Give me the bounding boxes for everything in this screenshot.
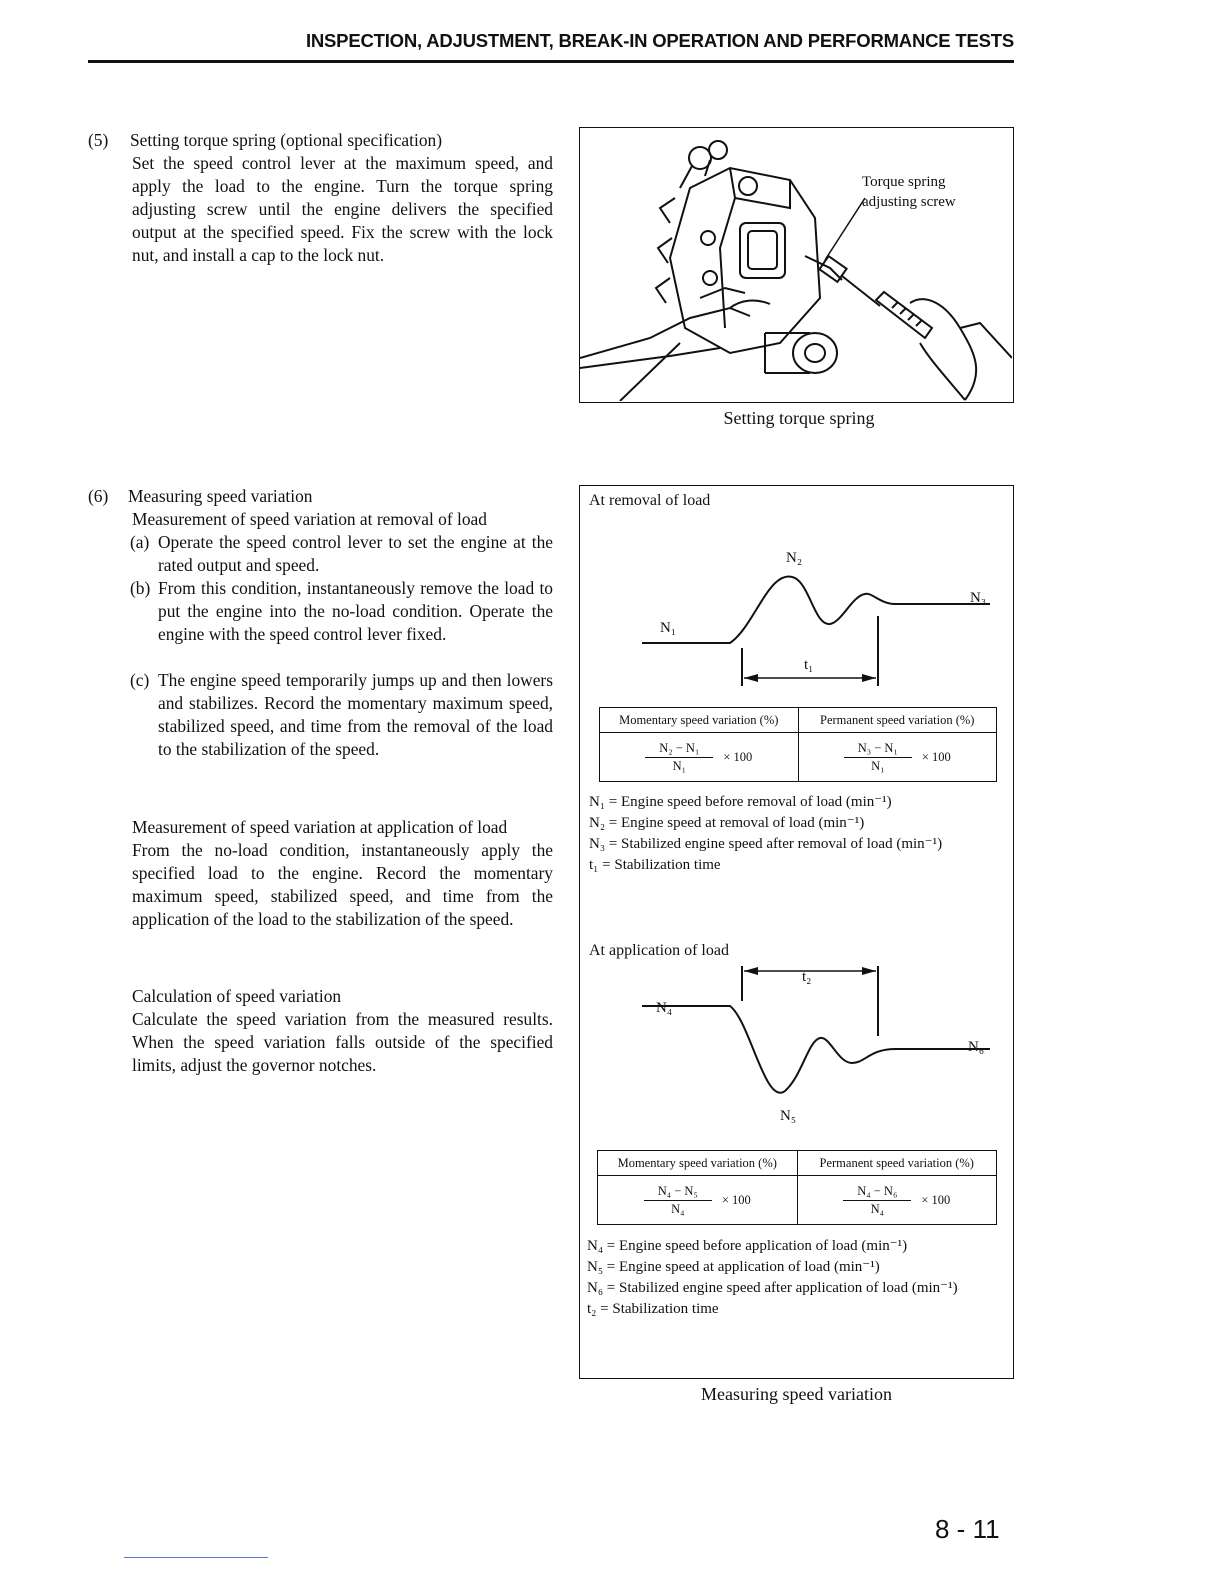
calc-heading: Calculation of speed variation	[132, 986, 342, 1006]
formula-numerator: N₄ − N₆	[843, 1184, 911, 1201]
formula-numerator: N₄ − N₅	[644, 1184, 712, 1201]
section5-number: (5)	[88, 130, 109, 150]
speed-variation-caption: Measuring speed variation	[701, 1384, 892, 1404]
section6-number: (6)	[88, 486, 109, 506]
removal-heading: Measurement of speed variation at removal of load	[132, 509, 487, 529]
momentary-header: Momentary speed variation (%)	[600, 708, 799, 733]
legend-n5: N₅ = Engine speed at application of load (min⁻¹)	[587, 1259, 880, 1275]
legend-n3: N₃ = Stabilized engine speed after removal of load (min⁻¹)	[589, 836, 943, 852]
removal-legend	[589, 792, 942, 876]
page-header: INSPECTION, ADJUSTMENT, BREAK-IN OPERATION AND PERFORMANCE TESTS	[305, 30, 1014, 51]
footer-line	[124, 1557, 268, 1558]
permanent-formula	[797, 1176, 997, 1225]
legend-n1: N₁ = Engine speed before removal of load (min⁻¹)	[589, 794, 892, 810]
fuel-pump-illustration	[580, 128, 1012, 401]
formula-denominator: N₁	[871, 758, 885, 773]
formula-multiplier: × 100	[721, 1192, 751, 1207]
torque-spring-callout	[862, 172, 956, 212]
step-a-mark: (a)	[130, 532, 150, 552]
speed-variation-figure	[579, 485, 1014, 1379]
section5-body: Set the speed control lever at the maximum speed, and apply the load to the engine. Turn the torque spring adjusting screw until the engine delivers the specified output at the specified speed. Fix the screw with the lock nut, and install a cap to the lock nut.	[132, 153, 553, 265]
legend-t2: t₂ = Stabilization time	[587, 1301, 719, 1317]
legend-t1: t₁ = Stabilization time	[589, 857, 721, 873]
page-number: 8 - 11	[935, 1514, 1000, 1544]
legend-n2: N₂ = Engine speed at removal of load (min⁻¹)	[589, 815, 865, 831]
formula-denominator: N₄	[671, 1201, 685, 1216]
step-a-text: Operate the speed control lever to set the engine at the rated output and speed.	[158, 532, 553, 575]
label-n2: N₂	[786, 550, 803, 566]
momentary-formula	[598, 1176, 798, 1225]
label-n4: N₄	[656, 1000, 673, 1016]
formula-denominator: N₄	[870, 1201, 884, 1216]
application-body: From the no-load condition, instantaneously apply the specified load to the engine. Record the momentary maximum speed, stabilized speed, and time from the application of the load to the stabilization of the speed.	[132, 840, 553, 929]
step-c-mark: (c)	[130, 670, 150, 690]
formula-multiplier: × 100	[723, 749, 753, 764]
step-c-text: The engine speed temporarily jumps up and then lowers and stabilizes. Record the momentary maximum speed, stabilized speed, and time from the removal of the load to the stabilization of the speed.	[158, 670, 553, 759]
legend-n6: N₆ = Stabilized engine speed after application of load (min⁻¹)	[587, 1280, 958, 1296]
formula-numerator: N₃ − N₁	[844, 741, 912, 758]
callout-line-2: adjusting screw	[862, 194, 956, 210]
label-n1: N₁	[660, 620, 677, 636]
momentary-formula	[600, 733, 799, 782]
label-n3: N₃	[970, 590, 987, 606]
label-n5: N₅	[780, 1108, 797, 1124]
callout-line-1: Torque spring	[862, 174, 946, 190]
section6-title: Measuring speed variation	[128, 486, 313, 506]
removal-title: At removal of load	[589, 492, 711, 509]
torque-spring-figure	[579, 127, 1014, 403]
permanent-formula	[798, 733, 997, 782]
permanent-header: Permanent speed variation (%)	[798, 708, 997, 733]
application-heading: Measurement of speed variation at application of load	[132, 817, 508, 837]
formula-denominator: N₁	[672, 758, 686, 773]
permanent-header: Permanent speed variation (%)	[797, 1151, 997, 1176]
removal-waveform	[580, 486, 1012, 696]
momentary-header: Momentary speed variation (%)	[598, 1151, 798, 1176]
section5-title: Setting torque spring (optional specification)	[130, 130, 442, 150]
label-t2: t₂	[802, 969, 812, 985]
removal-variation-table	[599, 707, 997, 782]
legend-n4: N₄ = Engine speed before application of load (min⁻¹)	[587, 1238, 908, 1254]
step-b-mark: (b)	[130, 578, 151, 598]
application-legend	[587, 1236, 958, 1320]
application-variation-table	[597, 1150, 997, 1225]
formula-multiplier: × 100	[921, 749, 951, 764]
label-t1: t₁	[804, 657, 814, 673]
step-b-text: From this condition, instantaneously remove the load to put the engine into the no-load condition. Operate the engine with the speed control lever fixed.	[158, 578, 553, 644]
application-title: At application of load	[589, 942, 729, 959]
header-rule	[88, 60, 1014, 63]
calc-body: Calculate the speed variation from the measured results. When the speed variation falls outside of the specified limits, adjust the governor notches.	[132, 1009, 553, 1075]
label-n6: N₆	[968, 1039, 985, 1055]
formula-numerator: N₂ − N₁	[645, 741, 713, 758]
formula-multiplier: × 100	[921, 1192, 951, 1207]
torque-spring-caption: Setting torque spring	[723, 408, 875, 428]
